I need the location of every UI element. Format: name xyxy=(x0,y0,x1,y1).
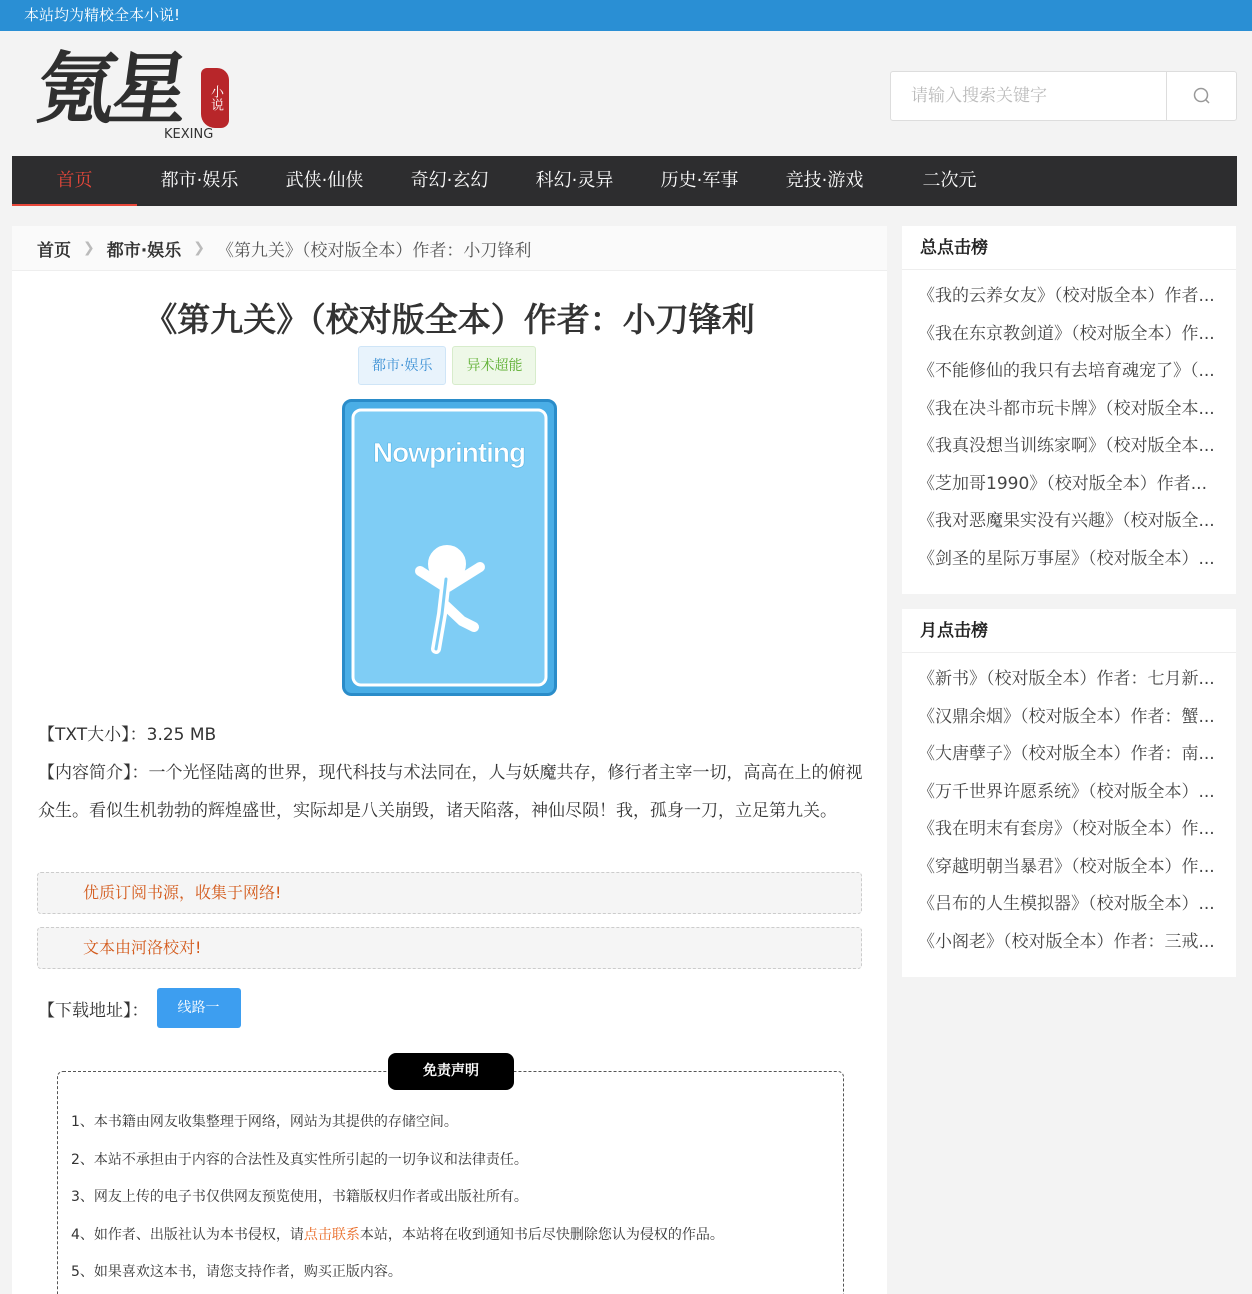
nav-item-fantasy[interactable]: 奇幻·玄幻 xyxy=(410,170,489,191)
rank-total-item[interactable]: 《我对恶魔果实没有兴趣》（校对版全... xyxy=(918,511,1215,531)
cover-text: Nowprinting xyxy=(372,437,526,468)
download-button[interactable]: 线路一 xyxy=(157,988,241,1028)
rank-total-item[interactable]: 《我真没想当训练家啊》（校对版全本... xyxy=(918,436,1215,456)
rank-total-panel xyxy=(902,226,1236,594)
disclaimer-line: 2、本站不承担由于内容的合法性及真实性所引起的一切争议和法律责任。 xyxy=(71,1151,528,1168)
disclaimer-line: 5、如果喜欢这本书，请您支持作者，购买正版内容。 xyxy=(71,1264,402,1280)
logo-seal: 小说 xyxy=(201,68,229,128)
nav-item-scifi[interactable]: 科幻·灵异 xyxy=(535,170,614,191)
nav-item-wuxia[interactable]: 武侠·仙侠 xyxy=(285,170,364,191)
breadcrumb-home[interactable]: 首页 xyxy=(37,240,71,261)
notice-source: 优质订阅书源，收集于网络! xyxy=(37,872,862,914)
rank-month-item[interactable]: 《吕布的人生模拟器》（校对版全本）... xyxy=(918,894,1215,914)
disclaimer-line: 3、网友上传的电子书仅供网友预览使用，书籍版权归作者或出版社所有。 xyxy=(71,1189,528,1205)
book-title: 《第九关》（校对版全本）作者：小刀锋利 xyxy=(144,300,755,339)
book-tags xyxy=(358,346,536,385)
notice-proofread: 文本由河洛校对! xyxy=(37,927,862,969)
main-nav xyxy=(12,156,1237,206)
site-logo[interactable] xyxy=(31,40,238,150)
nav-item-urban[interactable]: 都市·娱乐 xyxy=(160,170,239,191)
breadcrumb-category[interactable]: 都市·娱乐 xyxy=(106,240,182,261)
rank-total-item[interactable]: 《不能修仙的我只有去培育魂宠了》（... xyxy=(918,361,1215,381)
file-size-label: 【TXT大小】： xyxy=(38,725,147,745)
disclaimer-box xyxy=(57,1063,844,1294)
search-button[interactable] xyxy=(1166,72,1236,120)
disclaimer-lines xyxy=(71,1104,724,1292)
tag-category[interactable]: 都市·娱乐 xyxy=(358,346,446,385)
book-cover xyxy=(342,399,557,696)
rank-total-item[interactable]: 《剑圣的星际万事屋》（校对版全本）... xyxy=(918,548,1215,569)
chevron-right-icon: ❯ xyxy=(193,240,205,256)
nav-item-home[interactable]: 首页 xyxy=(12,156,137,206)
rank-month-item[interactable]: 《万千世界许愿系统》（校对版全本）... xyxy=(918,781,1215,802)
disclaimer-line: 1、本书籍由网友收集整理于网络，网站为其提供的存储空间。 xyxy=(71,1114,458,1130)
search-box xyxy=(890,71,1237,121)
intro-row xyxy=(38,754,868,830)
rank-month-item[interactable]: 《大唐孽子》（校对版全本）作者：南... xyxy=(918,744,1215,764)
rank-total-item[interactable]: 《芝加哥1990》（校对版全本）作者... xyxy=(918,473,1207,494)
download-row xyxy=(38,988,241,1028)
nav-item-acg[interactable]: 二次元 xyxy=(922,170,977,191)
rank-total-title: 总点击榜 xyxy=(902,226,1236,270)
chevron-right-icon: ❯ xyxy=(83,240,95,256)
intro-label: 【内容简介】： xyxy=(38,763,149,783)
logo-english-text: KEXING xyxy=(164,127,214,142)
file-size-row xyxy=(38,716,868,754)
book-detail-panel xyxy=(12,226,887,1294)
contact-link[interactable]: 点击联系 xyxy=(303,1226,360,1243)
breadcrumb-current: 《第九关》（校对版全本）作者：小刀锋利 xyxy=(216,240,532,261)
search-icon xyxy=(1192,86,1212,106)
download-label: 【下载地址】： xyxy=(38,1000,149,1021)
book-info xyxy=(38,716,868,830)
tag-genre[interactable]: 异术超能 xyxy=(452,346,536,385)
disclaimer-line xyxy=(71,1217,724,1255)
search-input[interactable] xyxy=(891,72,1166,120)
intro-text: 一个光怪陆离的世界，现代科技与术法同在，人与妖魔共存，修行者主宰一切，高高在上的俯视众生。看似生机勃勃的辉煌盛世，实际却是八关崩毁，诸天陷落，神仙尽陨！我，孤身一刀，立足第九关。 xyxy=(38,763,863,821)
announcement-text: 本站均为精校全本小说! xyxy=(24,6,181,24)
rank-month-item[interactable]: 《汉鼎余烟》（校对版全本）作者：蟹... xyxy=(918,706,1215,727)
rank-total-item[interactable]: 《我在决斗都市玩卡牌》（校对版全本... xyxy=(918,398,1215,419)
rank-month-item[interactable]: 《小阁老》（校对版全本）作者：三戒... xyxy=(918,931,1215,952)
nav-item-games[interactable]: 竞技·游戏 xyxy=(785,170,864,191)
breadcrumb xyxy=(12,226,887,271)
disclaimer-line-text: 本站，本站将在收到通知书后尽快删除您认为侵权的作品。 xyxy=(359,1226,724,1243)
rank-month-item[interactable]: 《我在明末有套房》（校对版全本）作... xyxy=(918,819,1215,839)
rank-month-panel xyxy=(902,609,1236,977)
disclaimer-title: 免责声明 xyxy=(388,1053,514,1090)
top-announcement-bar xyxy=(0,0,1252,31)
file-size-value: 3.25 MB xyxy=(146,725,217,745)
rank-month-item[interactable]: 《穿越明朝当暴君》（校对版全本）作... xyxy=(918,856,1215,877)
rank-total-item[interactable]: 《我在东京教剑道》（校对版全本）作... xyxy=(918,323,1215,344)
disclaimer-line-text: 4、如作者、出版社认为本书侵权，请 xyxy=(71,1226,304,1243)
logo-main-text: 氪星 xyxy=(31,44,189,135)
rank-total-item[interactable]: 《我的云养女友》（校对版全本）作者... xyxy=(918,286,1215,306)
rank-month-item[interactable]: 《新书》（校对版全本）作者：七月新... xyxy=(918,669,1215,689)
nav-item-history[interactable]: 历史·军事 xyxy=(660,170,739,191)
rank-month-title: 月点击榜 xyxy=(902,609,1236,653)
